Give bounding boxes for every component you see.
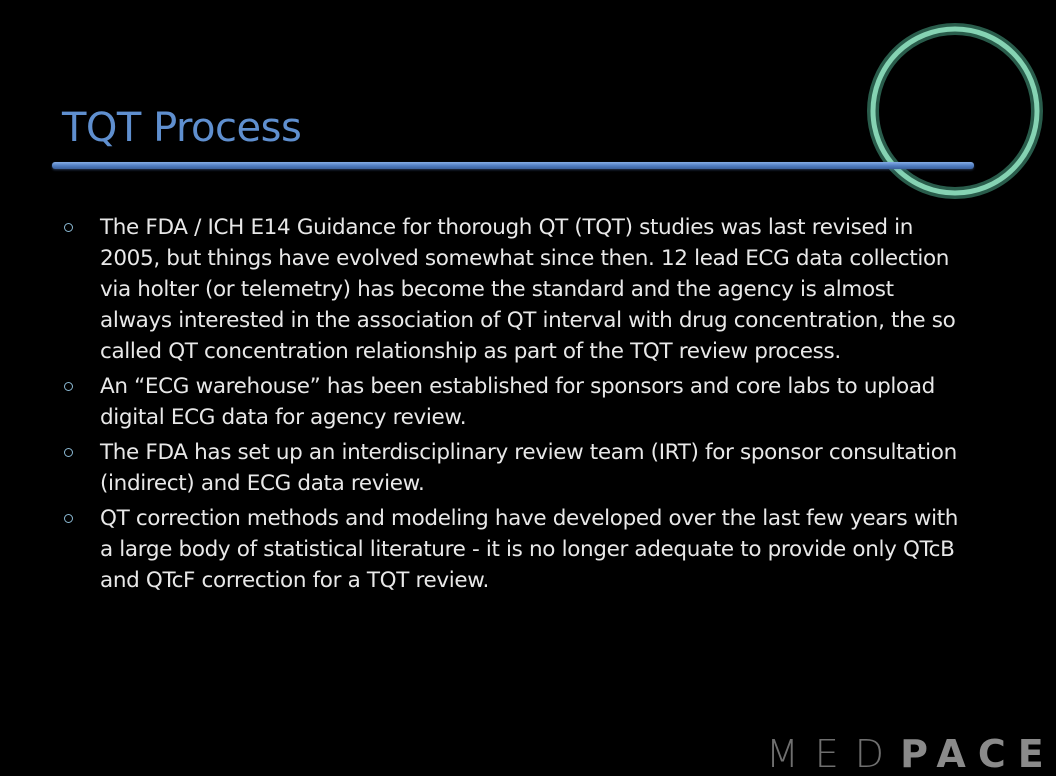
bullet-item [62, 212, 962, 367]
decorative-ring-icon [860, 16, 1050, 206]
bullet-item [62, 371, 962, 433]
bullet-text: QT correction methods and modeling have developed over the last few years with a large body of statistical literature - it is no longer adequate to provide only QTcB and QTcF correction for a TQT review. [100, 506, 959, 593]
bullet-item [62, 503, 962, 596]
bullet-circle-icon [64, 448, 73, 457]
bullet-list [62, 212, 962, 600]
title-underline [52, 162, 974, 169]
bullet-circle-icon [64, 223, 73, 232]
bullet-circle-icon [64, 514, 73, 523]
bullet-text: An “ECG warehouse” has been established for sponsors and core labs to upload digital ECG data for agency review. [100, 374, 935, 430]
bullet-item [62, 437, 962, 499]
bullet-circle-icon [64, 382, 73, 391]
bullet-text: The FDA / ICH E14 Guidance for thorough QT (TQT) studies was last revised in 2005, but things have evolved somewhat since then. 12 lead ECG data collection via holter (or telemetry) has become the standard and the agency is almost always interested in the association of QT interval with drug concentration, the so called QT concentration relationship as part of the TQT review process. [100, 215, 956, 364]
logo-text-med: MED [766, 732, 901, 776]
bullet-text: The FDA has set up an interdisciplinary review team (IRT) for sponsor consultation (indirect) and ECG data review. [100, 440, 957, 496]
slide-title: TQT Process [62, 105, 302, 151]
logo-text-pace: PACE [900, 732, 1056, 776]
medpace-logo [766, 732, 1056, 776]
